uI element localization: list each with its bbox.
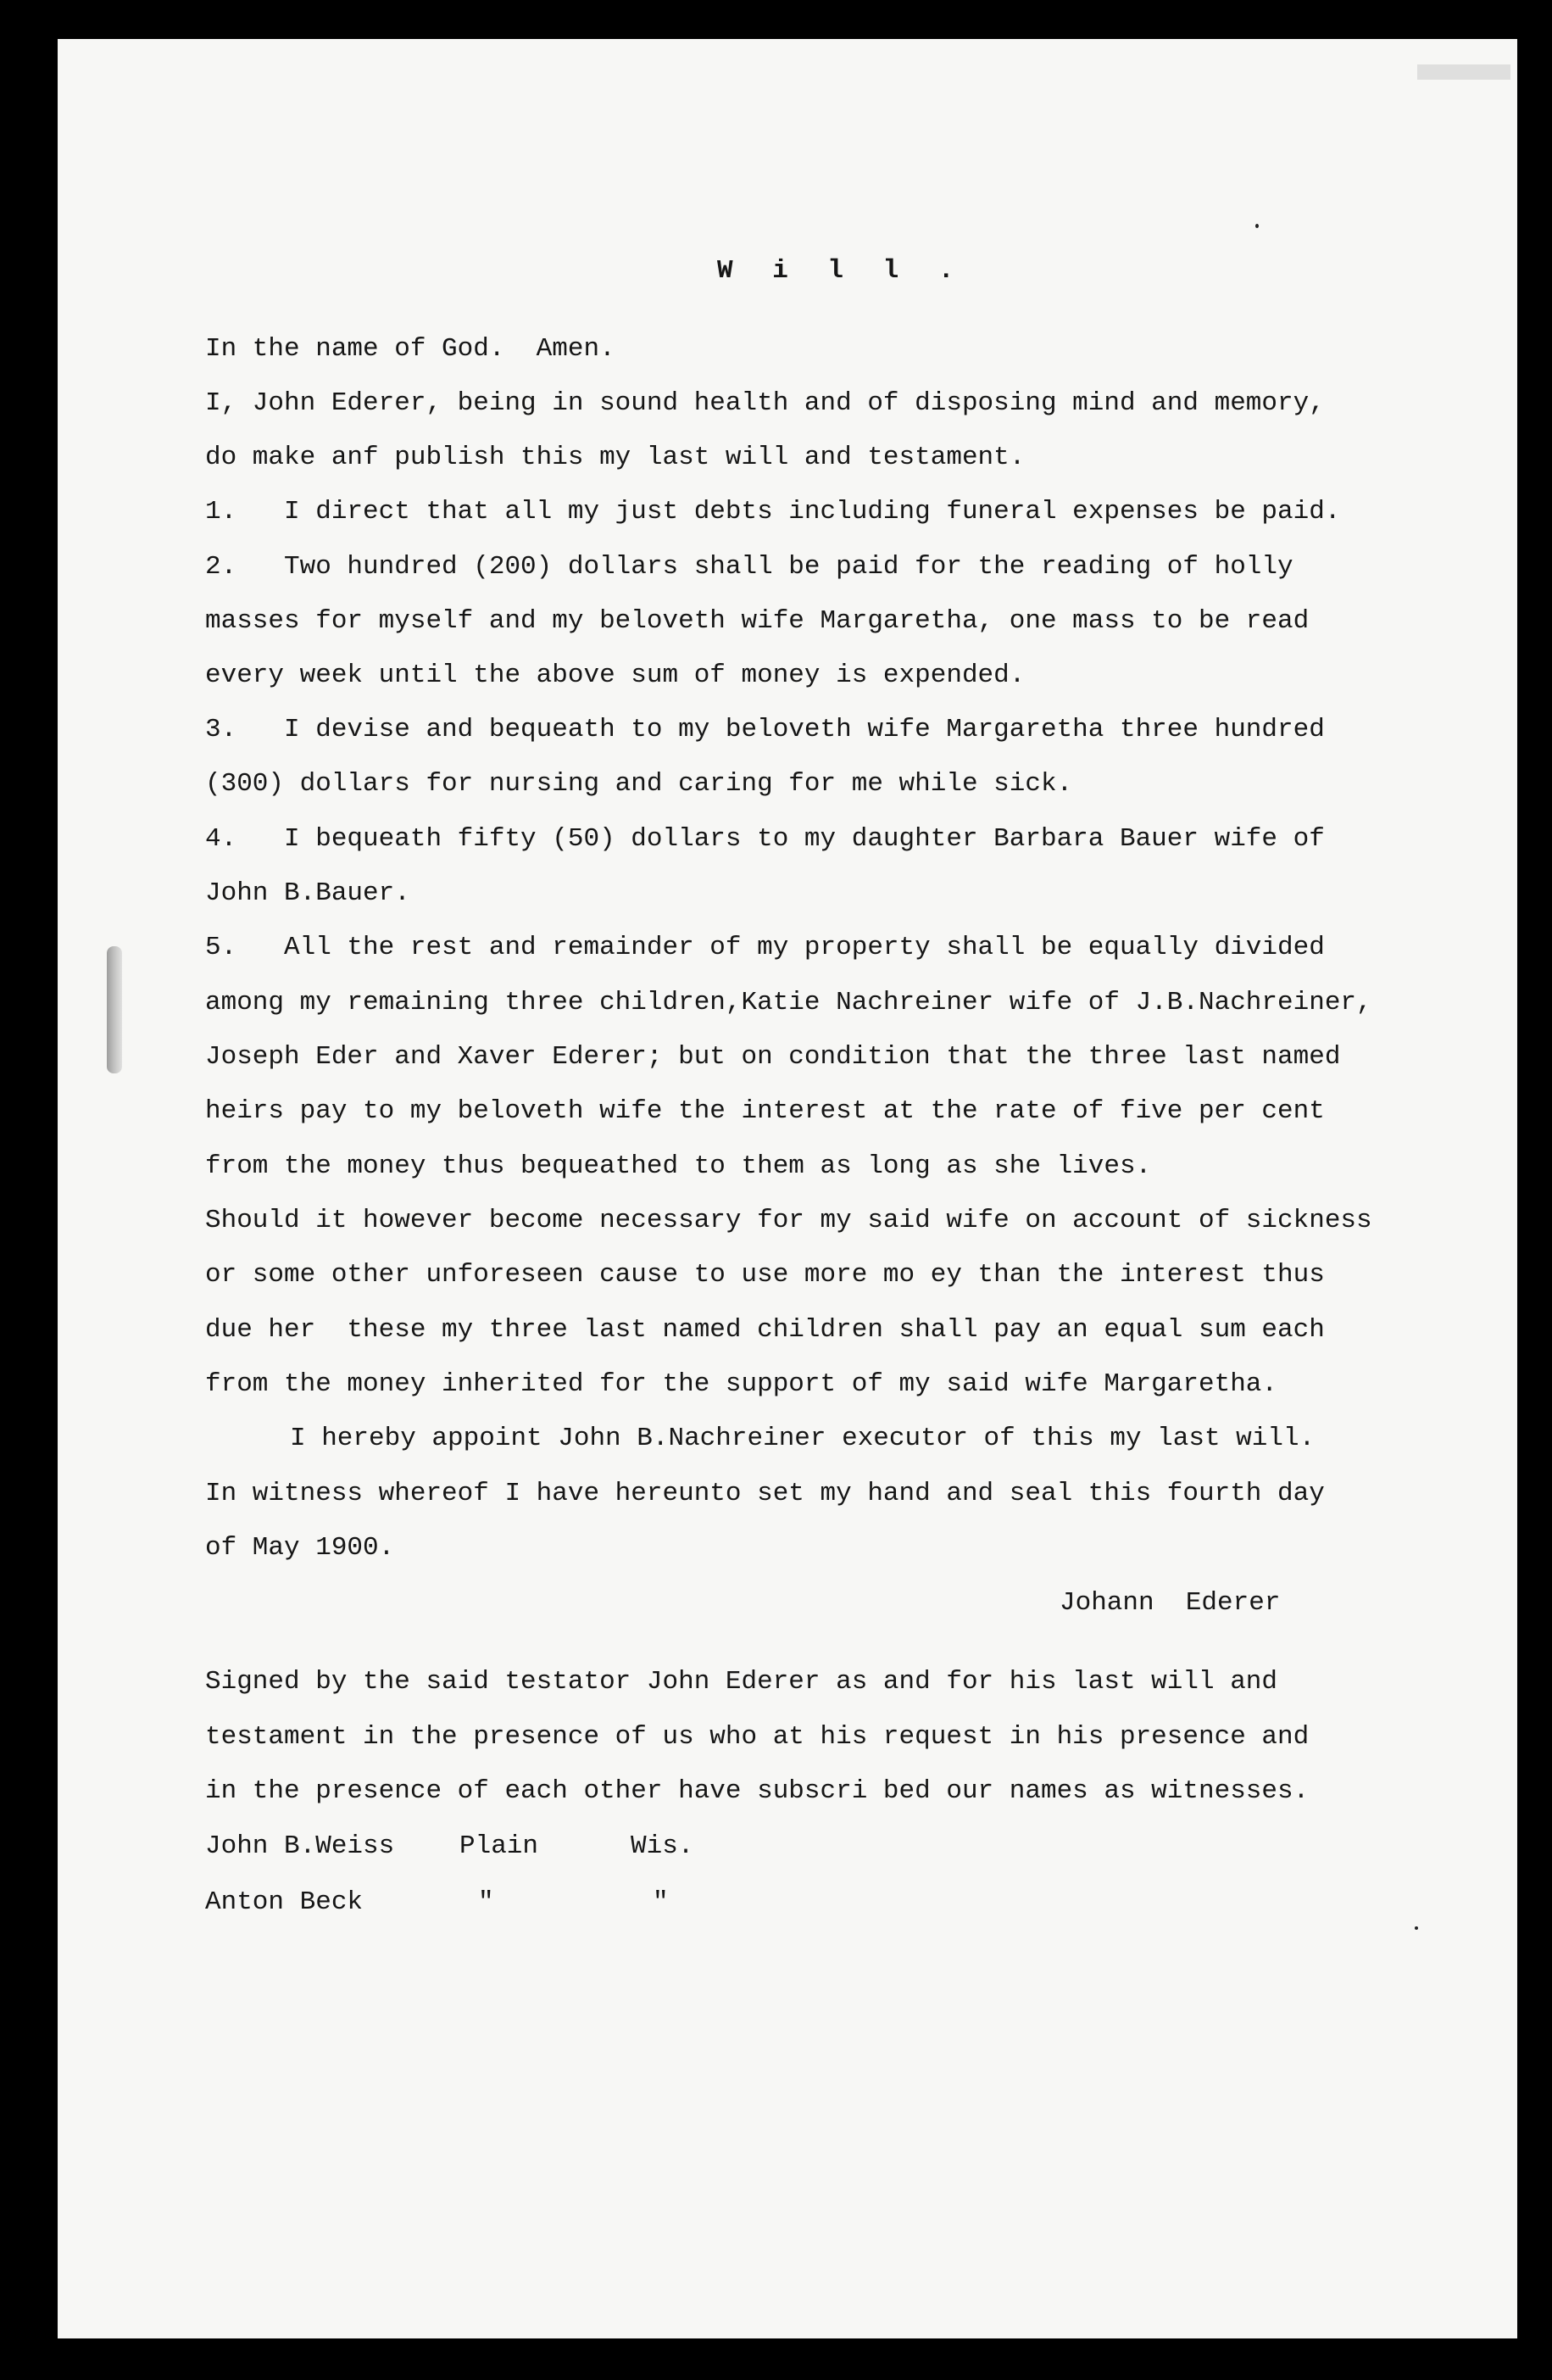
text-line: or some other unforeseen cause to use more mo ey than the interest thus — [205, 1260, 1325, 1290]
paper-speck — [1415, 1926, 1418, 1930]
text-line: Joseph Eder and Xaver Ederer; but on condition that the three last named — [205, 1042, 1341, 1072]
text-line: of May 1900. — [205, 1533, 395, 1563]
text-line: 5. All the rest and remainder of my property shall be equally divided — [205, 933, 1325, 962]
text-line: 4. I bequeath fifty (50) dollars to my daughter Barbara Bauer wife of — [205, 824, 1325, 854]
text-line: do make anf publish this my last will and testament. — [205, 443, 1026, 472]
attestation-line: in the presence of each other have subscri bed our names as witnesses. — [205, 1776, 1310, 1806]
text-line: 1. I direct that all my just debts including funeral expenses be paid. — [205, 497, 1341, 527]
attestation-line: testament in the presence of us who at his request in his presence and — [205, 1722, 1310, 1752]
witness-state: " — [653, 1887, 669, 1917]
text-line: Should it however become necessary for my said wife on account of sickness — [205, 1206, 1372, 1235]
text-line: heirs pay to my beloveth wife the interest at the rate of five per cent — [205, 1096, 1325, 1126]
will-text — [205, 39, 1510, 1917]
text-line: 3. I devise and bequeath to my beloveth wife Margaretha three hundred — [205, 715, 1325, 744]
text-line: In witness whereof I have hereunto set my hand and seal this fourth day — [205, 1479, 1325, 1508]
witness-name: John B.Weiss — [205, 1831, 395, 1861]
text-line: from the money inherited for the support of my said wife Margaretha. — [205, 1369, 1278, 1399]
document-title: W i l l . — [717, 256, 966, 286]
text-line: due her these my three last named children shall pay an equal sum each — [205, 1315, 1325, 1345]
text-line: (300) dollars for nursing and caring for me while sick. — [205, 769, 1073, 799]
document-page — [58, 39, 1517, 2338]
text-line: John B.Bauer. — [205, 878, 410, 908]
witness-city: Plain — [459, 1831, 539, 1861]
witness-city: " — [478, 1887, 494, 1917]
binding-smudge — [107, 946, 122, 1073]
witness-name: Anton Beck — [205, 1887, 364, 1917]
text-line: I hereby appoint John B.Nachreiner executor of this my last will. — [290, 1424, 1316, 1453]
text-line: I, John Ederer, being in sound health and of disposing mind and memory, — [205, 388, 1325, 418]
text-line: In the name of God. Amen. — [205, 334, 615, 364]
attestation-line: Signed by the said testator John Ederer as and for his last will and — [205, 1667, 1278, 1697]
text-line: masses for myself and my beloveth wife Margaretha, one mass to be read — [205, 606, 1310, 636]
text-line: 2. Two hundred (200) dollars shall be paid for the reading of holly — [205, 552, 1293, 582]
witness-state: Wis. — [631, 1831, 694, 1861]
text-line: from the money thus bequeathed to them as long as she lives. — [205, 1151, 1152, 1181]
text-line: among my remaining three children,Katie Nachreiner wife of J.B.Nachreiner, — [205, 988, 1372, 1017]
testator-signature: Johann Ederer — [1060, 1588, 1281, 1618]
text-line: every week until the above sum of money is expended. — [205, 660, 1026, 690]
